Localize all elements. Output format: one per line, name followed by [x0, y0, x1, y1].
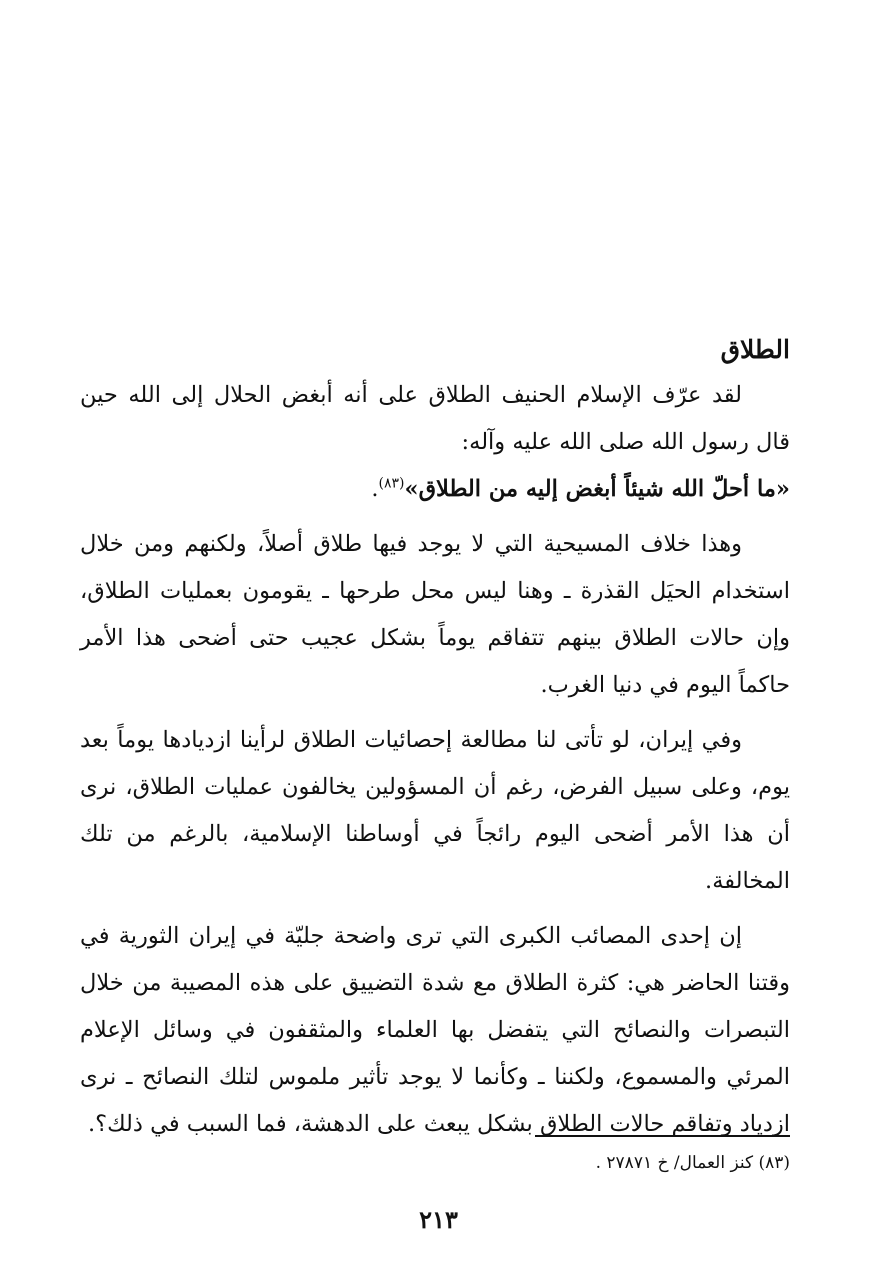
page-number: ٢١٣	[419, 1205, 458, 1234]
paragraph-4	[80, 913, 790, 1148]
paragraph-2	[80, 521, 790, 709]
footnote-83: (٨٣) كنز العمال/ خ ٢٧٨٧١ .	[595, 1153, 790, 1173]
page-body	[80, 328, 790, 1156]
paragraph-4-text: إن إحدى المصائب الكبرى التي ترى واضحة جليّة في إيران الثورية في وقتنا الحاضر هي: كثرة الطلاق مع شدة التضييق على هذه المصيبة من خلال التبصرات والنصائح التي يتفضل بها العلماء والمثقفون في وسائل الإعلام المرئي والمسموع، ولكننا ـ وكأنما لا يوجد تأثير ملموس لتلك النصائح ـ نرى ازدياد وتفاقم حالات الطلاق بشكل يبعث على الدهشة، فما السبب في ذلك؟.	[80, 923, 790, 1137]
paragraph-1	[80, 372, 790, 513]
hadith-quote: «ما أحلّ الله شيئاً أبغض إليه من الطلاق»	[404, 476, 790, 502]
section-heading: الطلاق	[720, 335, 790, 364]
paragraph-1-text: لقد عرّف الإسلام الحنيف الطلاق على أنه أبغض الحلال إلى الله حين قال رسول الله صلى الله عليه وآله:	[80, 382, 790, 455]
hadith-quote-line	[80, 466, 790, 513]
paragraph-2-text: وهذا خلاف المسيحية التي لا يوجد فيها طلاق أصلاً، ولكنهم ومن خلال استخدام الحيَل القذرة ـ وهنا ليس محل طرحها ـ يقومون بعمليات الطلاق، وإن حالات الطلاق بينهم تتفاقم يوماً بشكل عجيب حتى أضحى هذا الأمر حاكماً اليوم في دنيا الغرب.	[80, 531, 790, 698]
paragraph-3	[80, 717, 790, 905]
footnote-divider	[535, 1135, 790, 1137]
quote-end-punctuation: .	[371, 476, 379, 502]
footnote-reference[interactable]: (٨٣)	[378, 475, 405, 492]
paragraph-3-text: وفي إيران، لو تأتى لنا مطالعة إحصائيات الطلاق لرأينا ازديادها يوماً بعد يوم، وعلى سبيل الفرض، رغم أن المسؤولين يخالفون عمليات الطلاق، نرى أن هذا الأمر أضحى اليوم رائجاً في أوساطنا الإسلامية، بالرغم من تلك المخالفة.	[80, 727, 790, 894]
